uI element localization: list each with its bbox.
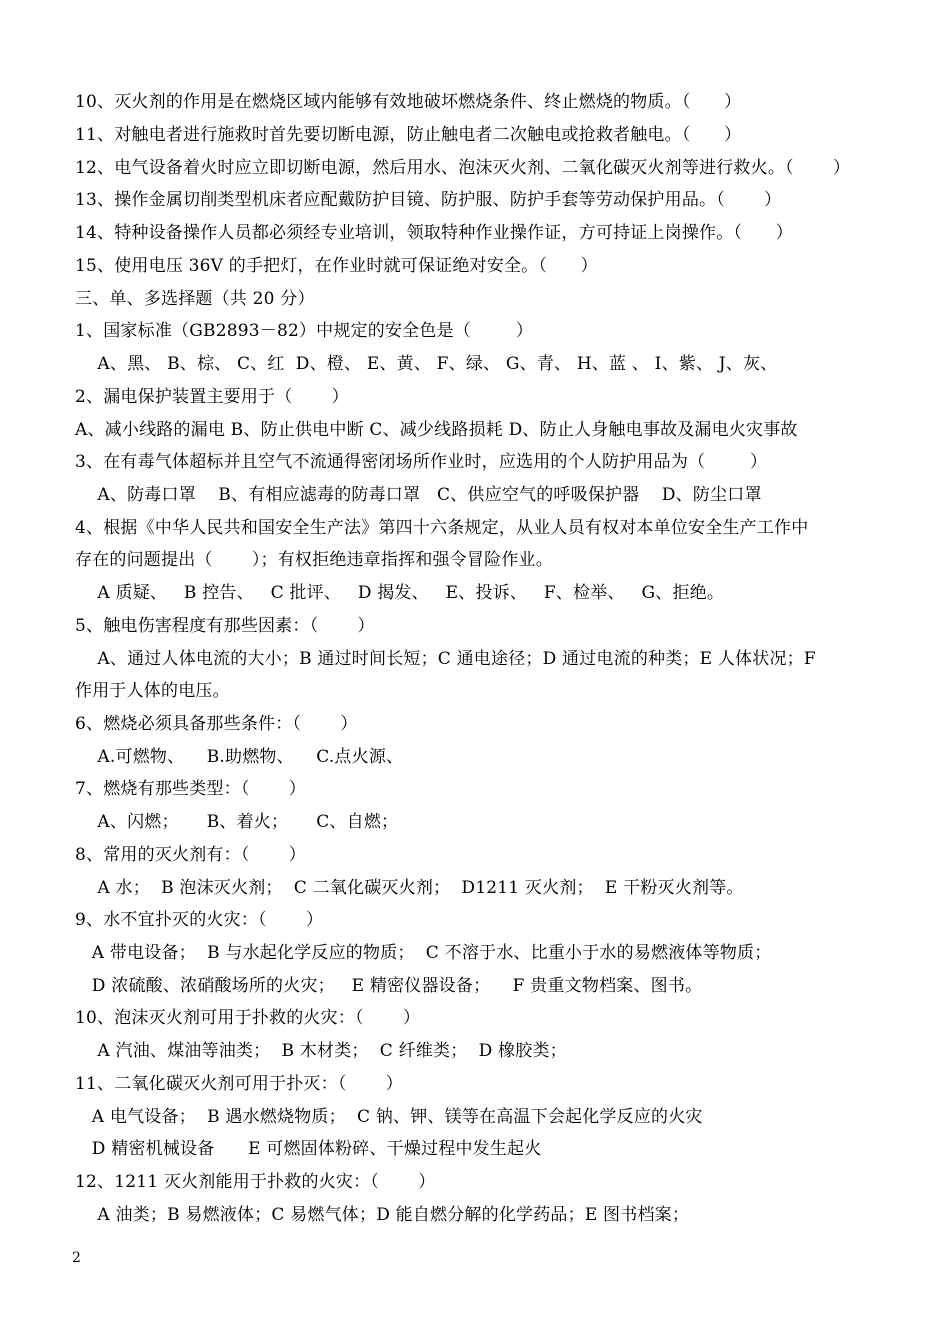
option-line: A 水； B 泡沫灭火剂； C 二氧化碳灭火剂； D1211 灭火剂； E 干粉灭火剂等。 [75, 878, 744, 898]
option-line: A 油类；B 易燃液体；C 易燃气体；D 能自燃分解的化学药品；E 图书档案； [75, 1205, 690, 1225]
question-line: 12、1211 灭火剂能用于扑救的火灾：（ ） [75, 1172, 436, 1192]
question-line: 1、国家标准（GB2893－82）中规定的安全色是（ ） [75, 321, 534, 341]
option-line: D 浓硫酸、浓硝酸场所的火灾； E 精密仪器设备； F 贵重文物档案、图书。 [75, 976, 703, 996]
text-line: 14、特种设备操作人员都必须经专业培训，领取特种作业操作证，方可持证上岗操作。（ ） [75, 223, 793, 243]
question-line: 8、常用的灭火剂有：（ ） [75, 845, 306, 865]
option-line: A 电气设备； B 遇水燃烧物质； C 钠、钾、镁等在高温下会起化学反应的火灾 [75, 1107, 703, 1127]
question-line: 3、在有毒气体超标并且空气不流通得密闭场所作业时，应选用的个人防护用品为（ ） [75, 452, 768, 472]
question-line: 10、泡沫灭火剂可用于扑救的火灾：（ ） [75, 1008, 421, 1028]
section-heading: 三、单、多选择题（共 20 分） [75, 289, 315, 309]
option-line: A 质疑、 B 控告、 C 批评、 D 揭发、 E、投诉、 F、检举、 G、拒绝。 [75, 583, 725, 603]
question-line: 6、燃烧必须具备那些条件：（ ） [75, 714, 358, 734]
option-line: A 带电设备； B 与水起化学反应的物质； C 不溶于水、比重小于水的易燃液体等物质； [75, 943, 772, 963]
text-line: 12、电气设备着火时应立即切断电源，然后用水、泡沫灭火剂、二氧化碳灭火剂等进行救火。（ ） [75, 158, 851, 178]
option-line: A 汽油、煤油等油类； B 木材类； C 纤维类； D 橡胶类； [75, 1041, 567, 1061]
question-line: 9、水不宜扑灭的火灾：（ ） [75, 910, 324, 930]
question-line: 4、根据《中华人民共和国安全生产法》第四十六条规定，从业人员有权对本单位安全生产工作中 [75, 518, 809, 538]
text-line: 11、对触电者进行施救时首先要切断电源，防止触电者二次触电或抢救者触电。（ ） [75, 125, 742, 145]
question-line: 2、漏电保护装置主要用于（ ） [75, 387, 349, 407]
text-line: 10、灭火剂的作用是在燃烧区域内能够有效地破坏燃烧条件、终止燃烧的物质。（ ） [75, 92, 742, 112]
option-line: A、闪燃； B、着火； C、自燃； [75, 812, 399, 832]
option-line: A、减小线路的漏电 B、防止供电中断 C、减少线路损耗 D、防止人身触电事故及漏电火灾事故 [75, 420, 798, 440]
question-line: 存在的问题提出（ ）；有权拒绝违章指挥和强令冒险作业。 [75, 550, 553, 570]
option-line: A、通过人体电流的大小；B 通过时间长短；C 通电途径；D 通过电流的种类；E 人体状况；F [75, 649, 816, 669]
option-line: D 精密机械设备 E 可燃固体粉碎、干燥过程中发生起火 [75, 1139, 542, 1159]
option-line: 作用于人体的电压。 [75, 681, 230, 701]
option-line: A、黑、 B、棕、 C、红 D、橙、 E、黄、 F、绿、 G、青、 H、蓝 、 I、紫、 J、灰、 [75, 354, 778, 374]
text-line: 13、操作金属切削类型机床者应配戴防护目镜、防护服、防护手套等劳动保护用品。（ ） [75, 190, 782, 210]
option-line: A.可燃物、 B.助燃物、 C.点火源、 [75, 747, 404, 767]
text-line: 15、使用电压 36V 的手把灯，在作业时就可保证绝对安全。（ ） [75, 256, 598, 276]
question-line: 7、燃烧有那些类型：（ ） [75, 779, 306, 799]
page-number: 2 [72, 1250, 81, 1266]
option-line: A、防毒口罩 B、有相应滤毒的防毒口罩 C、供应空气的呼吸保护器 D、防尘口罩 [75, 485, 762, 505]
question-line: 11、二氧化碳灭火剂可用于扑灭：（ ） [75, 1074, 403, 1094]
question-line: 5、触电伤害程度有那些因素：（ ） [75, 616, 375, 636]
